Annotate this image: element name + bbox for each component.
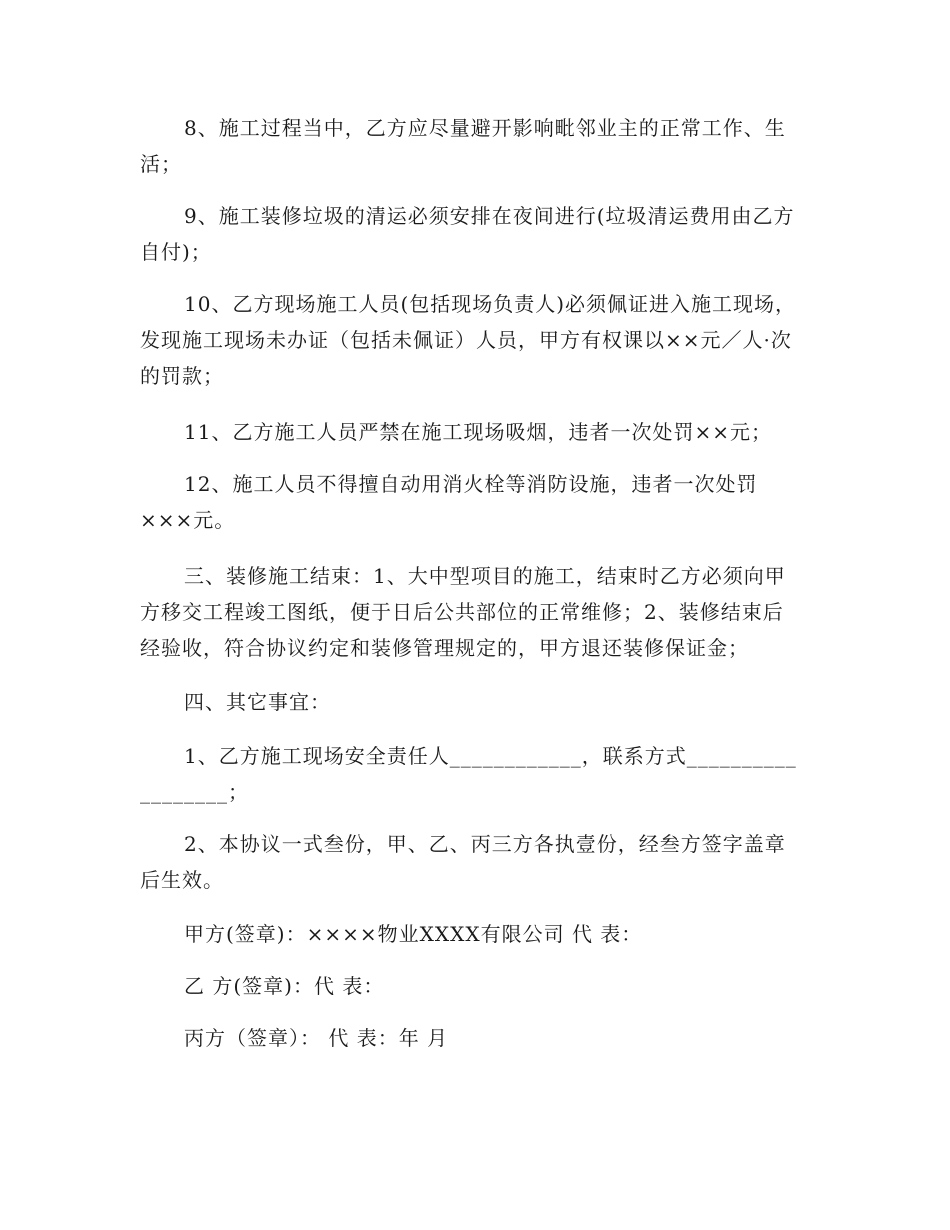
signature-party-c: 丙方（签章）： 代 表：年 月 xyxy=(184,1026,449,1050)
section-4-heading: 四、其它事宜： xyxy=(184,690,331,714)
safety-contact-line: 1、乙方施工现场安全责任人____________，联系方式__________ ________； xyxy=(140,744,805,804)
clause-9: 9、施工装修垃圾的清运必须安排在夜间进行(垃圾清运费用由乙方自付)； xyxy=(140,204,795,264)
copies-clause: 2、本协议一式叁份，甲、乙、丙三方各执壹份，经叁方签字盖章后生效。 xyxy=(140,832,786,892)
clause-11: 11、乙方施工人员严禁在施工现场吸烟，违者一次处罚××元； xyxy=(184,420,772,444)
signature-party-a: 甲方(签章)：××××物业XXXX有限公司 代 表： xyxy=(184,922,643,946)
clause-12: 12、施工人员不得擅自动用消火栓等消防设施，违者一次处罚×××元。 xyxy=(140,472,758,532)
clause-10: 10、乙方现场施工人员(包括现场负责人)必须佩证进入施工现场，发现施工现场未办证（包括未佩证）人员，甲方有权课以××元／人·次的罚款； xyxy=(140,292,797,388)
signature-party-b: 乙 方(签章)：代 表： xyxy=(184,974,385,998)
clause-8: 8、施工过程当中，乙方应尽量避开影响毗邻业主的正常工作、生活； xyxy=(140,116,786,176)
section-3-completion: 三、装修施工结束：1、大中型项目的施工，结束时乙方必须向甲方移交工程竣工图纸，便于日后公共部位的正常维修；2、装修结束后经验收，符合协议约定和装修管理规定的，甲方退还装修保证金； xyxy=(140,564,786,660)
